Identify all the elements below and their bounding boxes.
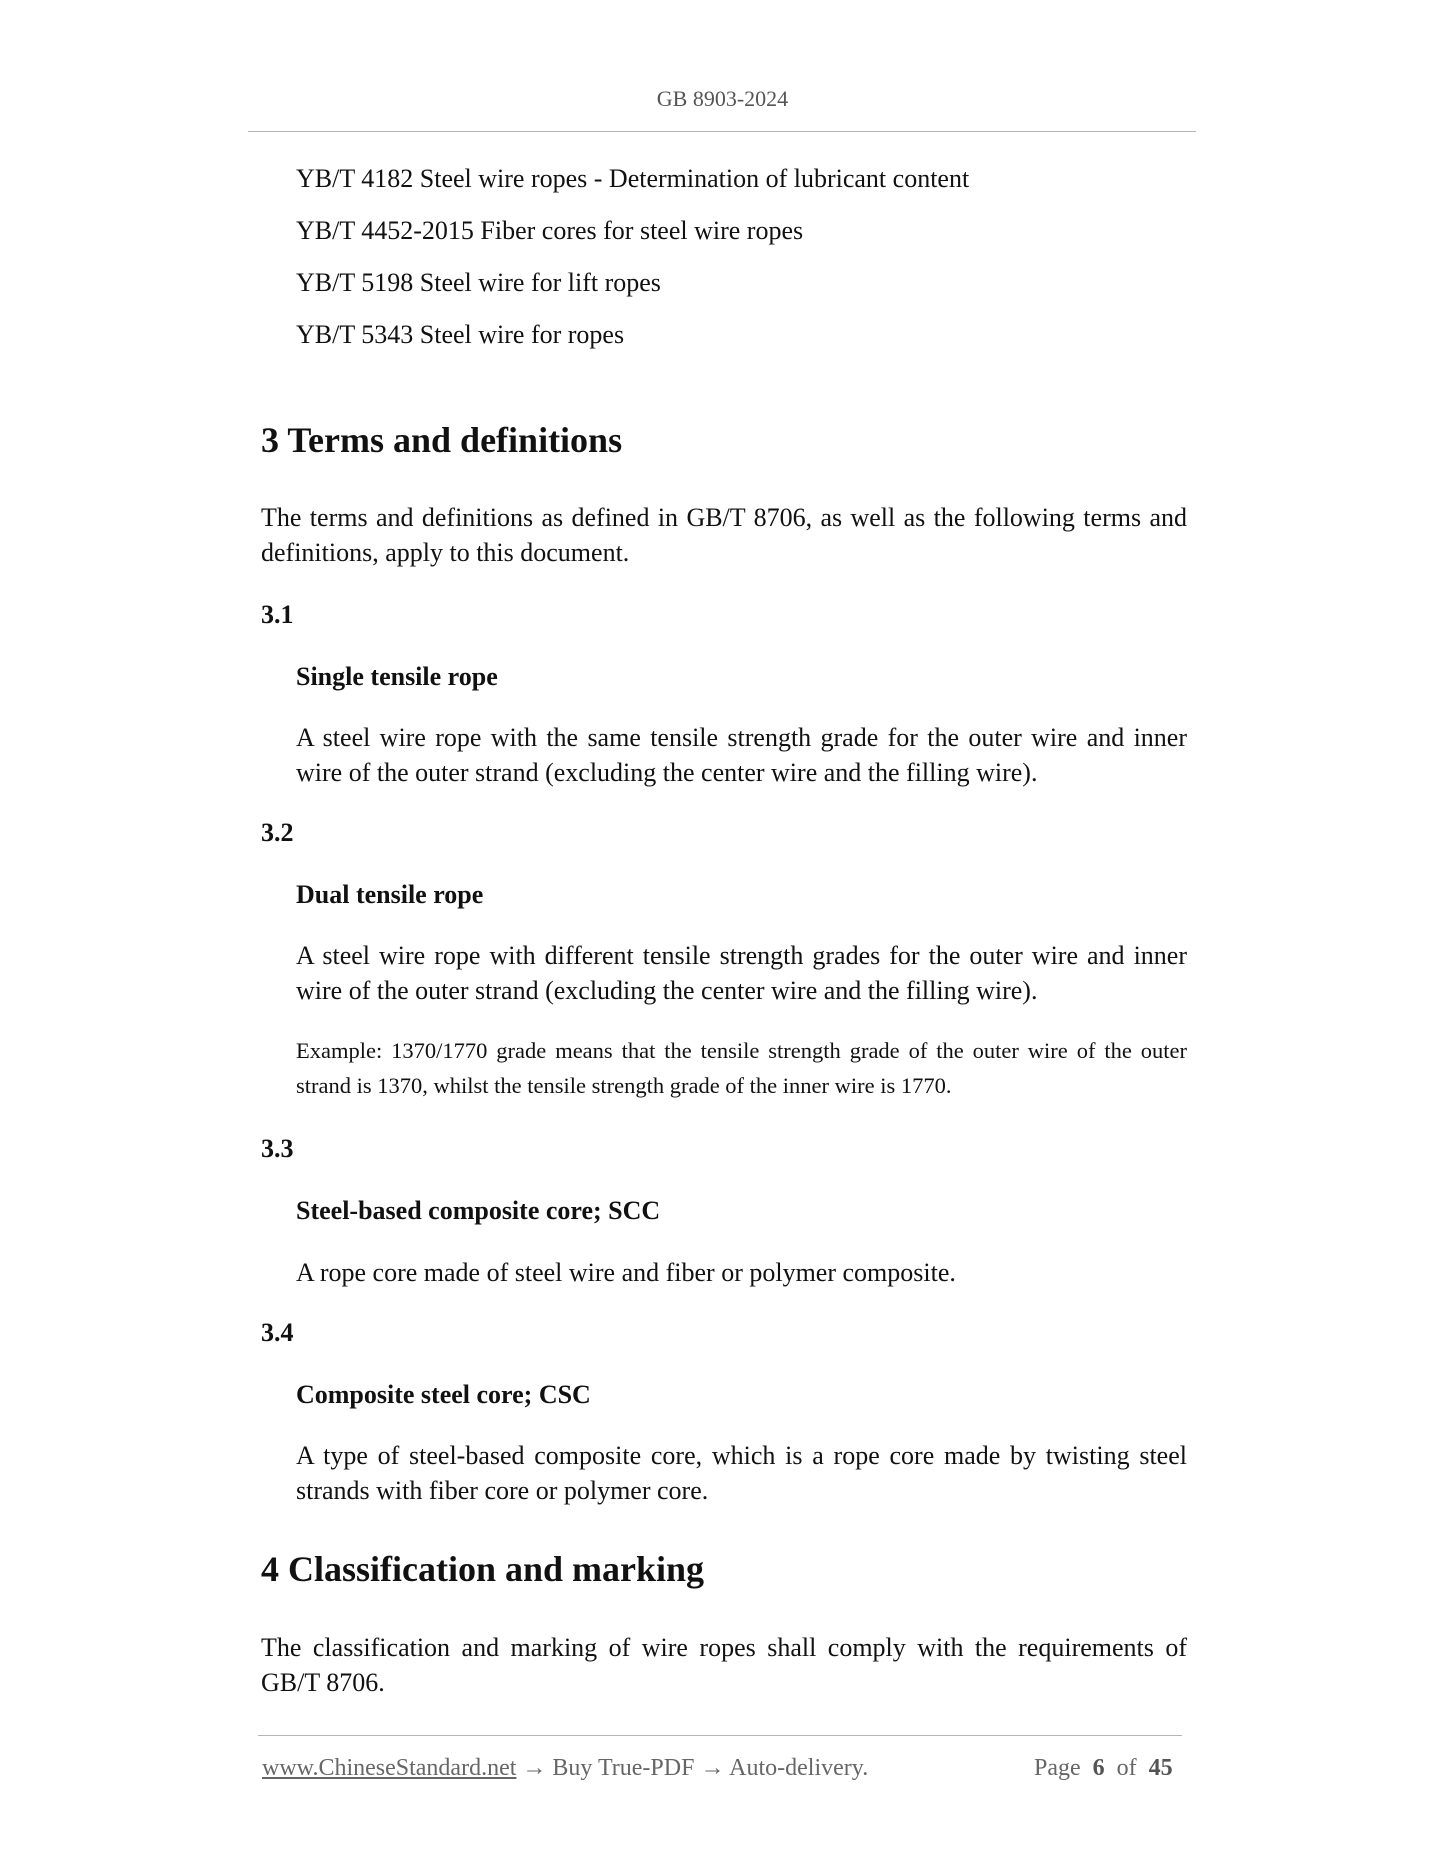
website-link[interactable]: www.ChineseStandard.net: [262, 1755, 517, 1781]
page-current: 6: [1092, 1755, 1105, 1781]
term-number: 3.1: [261, 600, 294, 629]
page-total: 45: [1148, 1755, 1173, 1781]
footer-promo: [262, 1752, 868, 1784]
document-code-header: GB 8903-2024: [656, 86, 789, 111]
section-3-heading: 3 Terms and definitions: [261, 420, 623, 460]
of-label: of: [1116, 1755, 1137, 1781]
term-title: Composite steel core; CSC: [296, 1380, 591, 1409]
term-number: 3.4: [261, 1318, 294, 1347]
section-4-heading: 4 Classification and marking: [261, 1549, 705, 1589]
page-label: Page: [1034, 1755, 1081, 1781]
term-title: Dual tensile rope: [296, 880, 484, 909]
term-title: Steel-based composite core; SCC: [296, 1196, 661, 1225]
reference-item: YB/T 4452-2015 Fiber cores for steel wire ropes: [296, 216, 804, 245]
term-title: Single tensile rope: [296, 662, 498, 691]
term-definition: A rope core made of steel wire and fiber or polymer composite.: [296, 1258, 956, 1287]
term-number: 3.2: [261, 818, 294, 847]
header-divider: [248, 131, 1196, 132]
section-4-intro: The classification and marking of wire ropes shall comply with the requirements of GB/T 8706.: [261, 1633, 1187, 1697]
arrow-right-icon: →: [700, 1755, 725, 1781]
term-definition: A steel wire rope with the same tensile strength grade for the outer wire and inner wire of the outer strand (excluding the center wire and the filling wire).: [296, 723, 1187, 787]
page-indicator: [1034, 1752, 1173, 1784]
reference-item: YB/T 5198 Steel wire for lift ropes: [296, 268, 661, 297]
buy-true-pdf-text: Buy True-PDF: [552, 1755, 695, 1781]
reference-item: YB/T 5343 Steel wire for ropes: [296, 320, 625, 349]
term-example: Example: 1370/1770 grade means that the tensile strength grade of the outer wire of the outer strand is 1370, whilst the tensile strength grade of the inner wire is 1770.: [296, 1038, 1187, 1098]
reference-item: YB/T 4182 Steel wire ropes - Determination of lubricant content: [296, 164, 970, 193]
term-definition: A type of steel-based composite core, which is a rope core made by twisting steel strands with fiber core or polymer core.: [296, 1441, 1187, 1505]
term-definition: A steel wire rope with different tensile strength grades for the outer wire and inner wire of the outer strand (excluding the center wire and the filling wire).: [296, 941, 1187, 1005]
footer-divider: [258, 1735, 1182, 1736]
auto-delivery-text: Auto-delivery.: [729, 1755, 869, 1781]
arrow-right-icon: →: [522, 1755, 547, 1781]
section-3-intro: The terms and definitions as defined in GB/T 8706, as well as the following terms and definitions, apply to this document.: [261, 503, 1187, 567]
term-number: 3.3: [261, 1134, 294, 1163]
